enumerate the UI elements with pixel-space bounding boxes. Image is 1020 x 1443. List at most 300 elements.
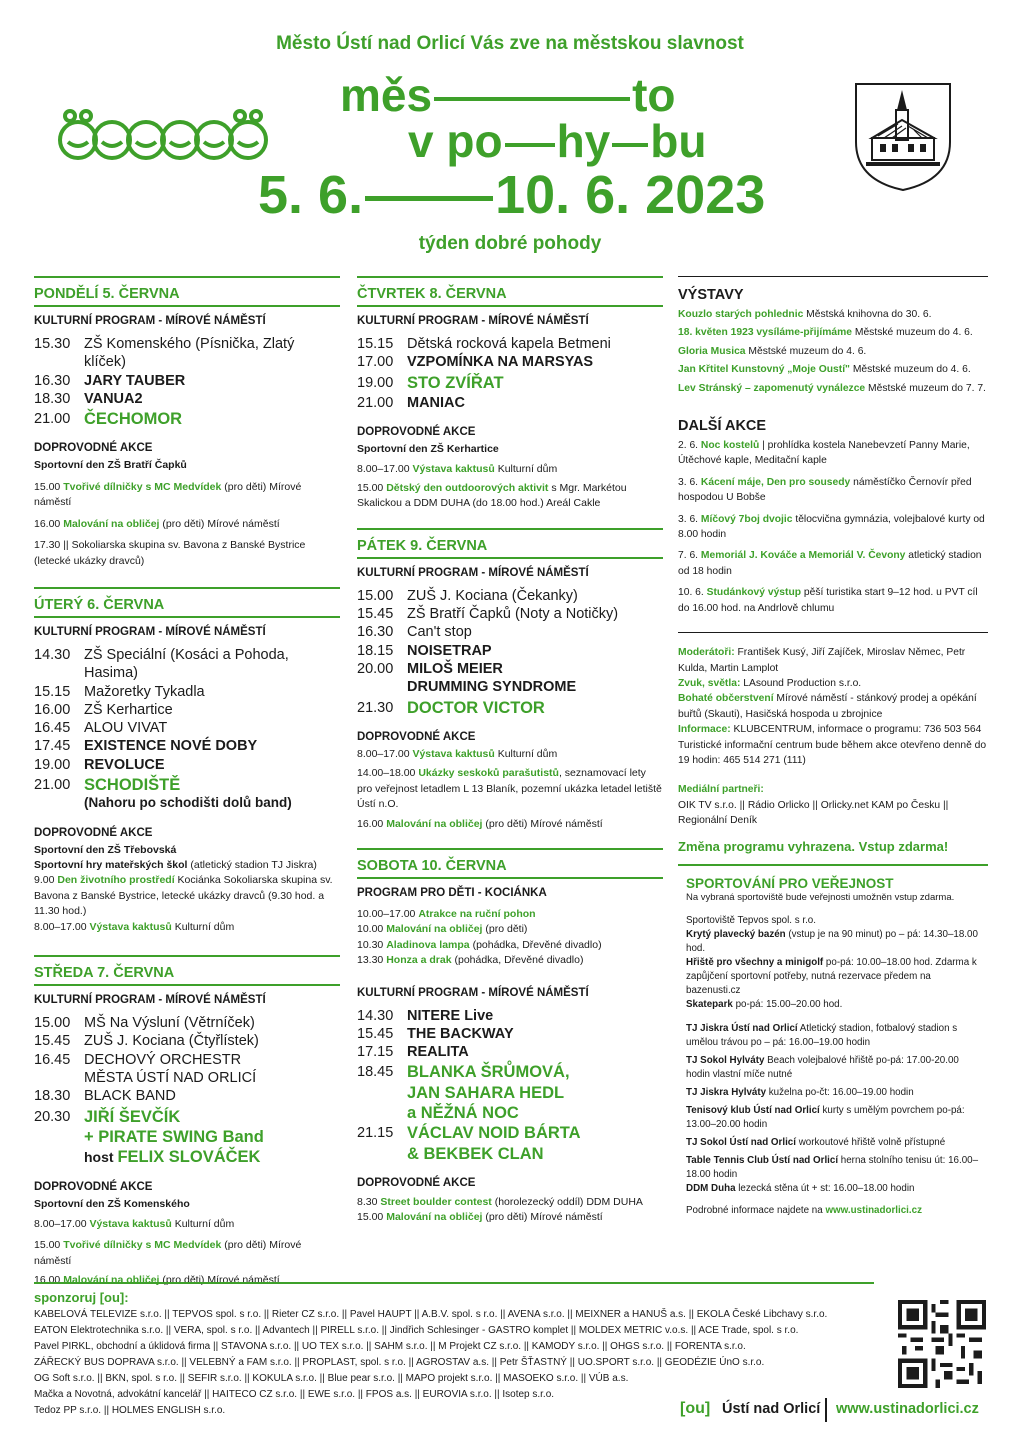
exhibition-title: 18. květen 1923 vysíláme-přijímáme bbox=[678, 327, 853, 339]
more-event bbox=[678, 548, 988, 579]
side-event-title: Malování na obličej bbox=[63, 517, 160, 530]
event-name: STO ZVÍŘAT bbox=[407, 373, 504, 392]
event-row bbox=[357, 1043, 663, 1061]
title-part: bu bbox=[650, 115, 707, 167]
more-event-date: 10. 6. bbox=[678, 587, 707, 599]
title-part: v bbox=[408, 115, 434, 167]
side-event-time: 10.00 bbox=[357, 923, 387, 936]
event-time bbox=[357, 1104, 407, 1122]
more-event bbox=[678, 438, 988, 469]
event-name: ZŠ Speciální (Kosáci a Pohoda, Hasima) bbox=[84, 646, 289, 682]
event-time bbox=[34, 1128, 84, 1146]
event-name: ZUŠ J. Kociana (Čtyřlístek) bbox=[84, 1033, 259, 1050]
side-event-info: (pro děti) bbox=[482, 923, 528, 936]
sports-more-text: Podrobné informace najdete na bbox=[686, 1204, 826, 1216]
more-event-date: 2. 6. bbox=[678, 440, 701, 452]
column-info bbox=[678, 276, 988, 1218]
event-name: ZŠ Komenského (Písnička, Zlatý klíček) bbox=[84, 336, 295, 371]
venue-info: (vstup je na 90 minut) po – pá: 14.30–18.00 hod. bbox=[686, 928, 978, 954]
event-row bbox=[357, 587, 663, 605]
ou-logo: [ou] bbox=[680, 1400, 711, 1417]
program-heading: PROGRAM PRO DĚTI - KOCIÁNKA bbox=[357, 886, 547, 899]
event-time: 17.00 bbox=[357, 354, 394, 371]
venue-title: TJ Sokol Ústí nad Orlicí bbox=[686, 1136, 796, 1148]
event-time: 21.00 bbox=[357, 394, 394, 411]
event-time bbox=[34, 1148, 84, 1167]
event-time: 15.45 bbox=[357, 606, 394, 623]
sponsor-line: Tedoz PP s.r.o. || HOLMES ENGLISH s.r.o. bbox=[34, 1405, 226, 1416]
column-thu-sat bbox=[357, 276, 663, 1226]
event-name: DECHOVÝ ORCHESTR bbox=[84, 1051, 242, 1068]
info-item bbox=[678, 722, 988, 768]
event-row bbox=[34, 701, 340, 719]
event-time: 19.00 bbox=[34, 756, 71, 773]
event-name: THE BACKWAY bbox=[407, 1025, 514, 1042]
side-event-sub: Sportovní den ZŠ Bratří Čapků bbox=[34, 459, 187, 472]
event-row bbox=[34, 372, 340, 390]
exhibition-info: Městské muzeum do 4. 6. bbox=[849, 364, 971, 376]
event-name: Dětská rocková kapela Betmeni bbox=[407, 336, 611, 352]
exhibition-info: Městské muzeum do 4. 6. bbox=[745, 345, 867, 357]
event-time: 17.15 bbox=[357, 1044, 394, 1061]
title-dash bbox=[365, 196, 493, 201]
side-event-title: Tvořivé dílničky s MC Medvídek bbox=[63, 1239, 222, 1252]
exhibition-title: Lev Stránský – zapomenutý vynálezce bbox=[678, 382, 866, 394]
event-time: 16.00 bbox=[34, 701, 71, 718]
title-dash bbox=[612, 143, 648, 147]
more-event bbox=[678, 585, 988, 616]
venue-title: TJ Jiskra Ústí nad Orlicí bbox=[686, 1022, 798, 1034]
event-name: ZŠ Bratří Čapků (Noty a Notičky) bbox=[407, 606, 619, 623]
media-heading: Mediální partneři: bbox=[678, 784, 764, 796]
event-time: 16.45 bbox=[34, 1051, 71, 1068]
exhibition-info: Městská knihovna do 30. 6. bbox=[803, 309, 932, 320]
more-event-date: 3. 6. bbox=[678, 476, 701, 488]
event-row bbox=[357, 335, 663, 353]
event-time: 15.45 bbox=[34, 1033, 71, 1050]
event-time: 21.30 bbox=[357, 699, 394, 716]
event-row bbox=[357, 660, 663, 678]
event-time: 15.45 bbox=[357, 1025, 394, 1042]
side-event bbox=[357, 1210, 663, 1225]
sports-venue bbox=[686, 998, 980, 1012]
program-heading: KULTURNÍ PROGRAM - MÍROVÉ NÁMĚSTÍ bbox=[357, 566, 589, 579]
event-row bbox=[357, 642, 663, 660]
side-event-time: 13.30 bbox=[357, 954, 387, 967]
side-event-time: 10.30 bbox=[357, 938, 387, 951]
side-event-info: Kulturní dům bbox=[494, 462, 558, 475]
exhibition-item bbox=[678, 325, 988, 340]
side-event bbox=[34, 538, 340, 569]
info-item bbox=[678, 676, 988, 691]
side-event-info: Kociánka Sokoliarska skupina sv. Bavona z Banské Bystrice, letecké ukázky dravců (9.30 hod. a 11.30 hod.) bbox=[34, 874, 333, 918]
more-event-info: atletický stadion od 18 hodin bbox=[678, 550, 982, 577]
sponsors-heading: sponzoruj [ou]: bbox=[34, 1290, 129, 1305]
event-row bbox=[34, 719, 340, 737]
side-event-time: 15.00 bbox=[34, 1239, 64, 1252]
event-name: a NĚŽNÁ NOC bbox=[407, 1104, 519, 1123]
exhibition-info: Městské muzeum do 7. 7. bbox=[865, 382, 986, 394]
more-event-title: Noc kostelů bbox=[700, 440, 760, 452]
side-event-time: 15.00 bbox=[357, 1211, 387, 1224]
title-part: měs bbox=[340, 69, 433, 121]
event-name: VANUA2 bbox=[84, 390, 143, 407]
info-text: František Kusý, Jiří Zajíček, Miroslav Němec, Petr Kulda, Martin Lamplot bbox=[678, 647, 966, 674]
side-event-title: Výstava kaktusů bbox=[412, 747, 495, 760]
event-row bbox=[34, 1032, 340, 1050]
event-row bbox=[34, 756, 340, 774]
side-event-info: s Mgr. Markétou Skalickou a DDM DUHA (do 18.00 hod.) Areál Cakle bbox=[357, 482, 627, 510]
side-event-title: Atrakce na ruční pohon bbox=[418, 907, 536, 920]
event-time bbox=[357, 678, 407, 696]
public-sports-box bbox=[678, 864, 988, 1218]
venue-title: Krytý plavecký bazén bbox=[686, 928, 786, 940]
kids-event bbox=[357, 922, 663, 937]
side-event-info: Kulturní dům bbox=[171, 920, 235, 933]
event-time: 18.30 bbox=[34, 390, 71, 407]
event-name: REVOLUCE bbox=[84, 756, 165, 773]
event-name: EXISTENCE NOVÉ DOBY bbox=[84, 738, 258, 755]
exhibition-item bbox=[678, 344, 988, 359]
event-row bbox=[357, 1145, 663, 1163]
qr-code-icon[interactable] bbox=[898, 1300, 986, 1388]
program-heading: KULTURNÍ PROGRAM - MÍROVÉ NÁMĚSTÍ bbox=[357, 315, 589, 327]
day-heading: PÁTEK 9. ČERVNA bbox=[357, 530, 663, 559]
info-label: Informace: bbox=[678, 724, 731, 736]
sports-venue bbox=[686, 928, 980, 956]
more-event-date: 3. 6. bbox=[678, 513, 701, 525]
info-item bbox=[678, 645, 988, 676]
side-event-time: 14.00–18.00 bbox=[357, 767, 419, 780]
event-name: & BEKBEK CLAN bbox=[407, 1144, 544, 1163]
side-event-info: Kulturní dům bbox=[494, 747, 558, 760]
side-event-time: 8.00–17.00 bbox=[357, 462, 413, 475]
column-mon-wed bbox=[34, 276, 340, 1288]
more-event-info: | prohlídka kostela Nanebevzetí Panny Marie, Útěchové kaple, Meditační kaple bbox=[678, 440, 970, 467]
day-heading: ČTVRTEK 8. ČERVNA bbox=[357, 278, 663, 307]
kids-event bbox=[357, 938, 663, 953]
sponsor-line: OG Soft s.r.o. || BKN, spol. s r.o. || SEFIR s.r.o. || KOKULA s.r.o. || Blue pear s.r.o. || MAPO projekt s.r.o. || MASOEKO s.r.o. || VÚB a.s. bbox=[34, 1373, 629, 1384]
event-time: 14.30 bbox=[357, 1007, 394, 1024]
side-event bbox=[357, 1195, 663, 1210]
event-time bbox=[357, 1145, 407, 1163]
side-event-info: (pohádka, Dřevěné divadlo) bbox=[469, 938, 602, 951]
side-event bbox=[357, 481, 663, 512]
event-row bbox=[34, 1069, 340, 1087]
sponsor-line: ZÁŘECKÝ BUS DOPRAVA s.r.o. || VELEBNÝ a FAM s.r.o. || PROPLAST, spol. s r.o. || AGROSTAV a.s. || Petr ŠŤASTNÝ || UO.SPORT s.r.o. || GEODÉZIE ÚnO s.r.o. bbox=[34, 1357, 765, 1368]
sports-intro: Na vybraná sportoviště bude veřejnosti umožněn vstup zdarma. bbox=[686, 891, 955, 903]
event-name: VÁCLAV NOID BÁRTA bbox=[407, 1124, 581, 1143]
side-event-info: (horolezecký oddíl) DDM DUHA bbox=[491, 1195, 643, 1208]
event-time: 16.45 bbox=[34, 720, 71, 737]
sports-more-link[interactable]: www.ustinadorlici.cz bbox=[825, 1204, 922, 1216]
exhibition-item bbox=[678, 307, 988, 322]
venue-info: kurty s umělým povrchem po-pá: 13.00–20.00 hodin bbox=[686, 1104, 965, 1130]
title-line-2 bbox=[408, 114, 706, 168]
more-events-heading: DALŠÍ AKCE bbox=[678, 418, 767, 435]
exhibition-title: Gloria Musica bbox=[678, 345, 746, 357]
event-name: SCHODIŠTĚ bbox=[84, 776, 181, 794]
event-name: Mažoretky Tykadla bbox=[84, 683, 205, 700]
title-part: hy bbox=[556, 115, 611, 167]
date-end: 10. 6. 2023 bbox=[495, 165, 766, 225]
venue-title: TJ Jiskra Hylváty bbox=[686, 1086, 767, 1098]
event-row bbox=[34, 1108, 340, 1126]
side-event-info: , seznamovací lety pro veřejnost letadlem L 13 Blaník, pozemní ukázka letadel letiště Ústí n.O. bbox=[357, 767, 662, 811]
title-part: po bbox=[446, 115, 503, 167]
side-events-heading: DOPROVODNÉ AKCE bbox=[357, 730, 476, 743]
divider bbox=[825, 1398, 827, 1422]
side-event-title: Street boulder contest bbox=[380, 1195, 492, 1208]
sports-venue bbox=[686, 1104, 980, 1132]
side-event-sub bbox=[34, 858, 340, 873]
side-event-time: 16.00 bbox=[357, 817, 387, 830]
event-time: 16.30 bbox=[34, 372, 71, 389]
info-label: Moderátoři: bbox=[678, 647, 735, 659]
venue-title: TJ Sokol Hylváty bbox=[686, 1054, 765, 1066]
host-name: FELIX SLOVÁČEK bbox=[117, 1148, 261, 1167]
side-event-time: 8.00–17.00 bbox=[34, 1217, 90, 1230]
event-name: NOISETRAP bbox=[407, 642, 492, 659]
side-event-time: 9.00 bbox=[34, 874, 58, 887]
venue-title: Tenisový klub Ústí nad Orlicí bbox=[686, 1104, 820, 1116]
side-event bbox=[34, 1217, 340, 1232]
side-event-title: Dětský den outdoorových aktivit bbox=[386, 482, 549, 494]
side-events-heading: DOPROVODNÉ AKCE bbox=[357, 1176, 476, 1189]
more-event-title: Memoriál J. Kováče a Memoriál V. Čevony bbox=[700, 550, 906, 562]
venue-info: po-pá: 15.00–20.00 hod. bbox=[732, 998, 843, 1010]
side-event-info: (pro děti) Mírové náměstí bbox=[34, 480, 302, 509]
event-name: BLACK BAND bbox=[84, 1088, 176, 1105]
more-event-info: pěší turistika start 9–12 hod. u PVT cíl do 16.00 hod. na Andrlově chlumu bbox=[678, 587, 978, 614]
event-row bbox=[34, 1014, 340, 1032]
event-name: JIŘÍ ŠEVČÍK bbox=[84, 1107, 181, 1126]
exhibition-title: Kouzlo starých pohlednic bbox=[678, 309, 804, 320]
event-name: DRUMMING SYNDROME bbox=[407, 679, 577, 696]
sports-venue bbox=[686, 1022, 980, 1050]
side-event bbox=[34, 920, 340, 935]
sponsor-line: EATON Elektrotechnika s.r.o. || VERA, spol. s r.o. || Advantech || PIRELL s.r.o. || Jindřich Schlesinger - GASTRO komplet || MOLDEX METRIC v.o.s. || ACE Trade, spol. s r.o. bbox=[34, 1325, 799, 1336]
event-time: 15.00 bbox=[34, 1015, 71, 1032]
event-time: 15.15 bbox=[357, 336, 394, 352]
event-time: 18.30 bbox=[34, 1088, 71, 1105]
divider bbox=[678, 632, 988, 633]
side-event-info: (pro děti) Mírové náměstí bbox=[159, 517, 280, 530]
event-row bbox=[357, 699, 663, 717]
side-event bbox=[34, 480, 340, 511]
event-row bbox=[34, 683, 340, 701]
event-time: 21.00 bbox=[34, 777, 71, 793]
event-time: 18.15 bbox=[357, 642, 394, 659]
event-name: JARY TAUBER bbox=[84, 372, 186, 389]
event-row bbox=[34, 737, 340, 755]
more-event bbox=[678, 475, 988, 506]
event-row bbox=[357, 1124, 663, 1142]
event-time: 16.30 bbox=[357, 624, 394, 641]
sports-venue bbox=[686, 1086, 980, 1100]
event-row bbox=[34, 1148, 340, 1167]
side-event bbox=[357, 747, 663, 762]
event-name: BLANKA ŠRŮMOVÁ, bbox=[407, 1063, 570, 1082]
side-event-time: 16.00 bbox=[34, 1274, 64, 1287]
side-event bbox=[357, 817, 663, 832]
event-row bbox=[34, 646, 340, 683]
side-event-sub: Sportovní den ZŠ Komenského bbox=[34, 1198, 190, 1211]
side-event-title: Malování na obličej bbox=[63, 1274, 160, 1287]
kids-event bbox=[357, 907, 663, 922]
side-event-info: (pro děti) Mírové náměstí bbox=[159, 1274, 280, 1287]
side-event-info: Kulturní dům bbox=[171, 1217, 235, 1230]
side-event-info: (pro děti) Mírové náměstí bbox=[482, 1211, 603, 1224]
day-heading: STŘEDA 7. ČERVNA bbox=[34, 957, 340, 986]
side-event-title: Den životního prostředí bbox=[57, 874, 175, 887]
event-name: ZUŠ J. Kociana (Čekanky) bbox=[407, 587, 578, 604]
side-event-time: 10.00–17.00 bbox=[357, 907, 419, 920]
program-heading: KULTURNÍ PROGRAM - MÍROVÉ NÁMĚSTÍ bbox=[34, 994, 266, 1007]
event-row bbox=[357, 1025, 663, 1043]
event-time: 20.30 bbox=[34, 1108, 71, 1125]
exhibition-info: Městské muzeum do 4. 6. bbox=[852, 327, 973, 339]
venue-info: herna stolního tenisu út: 16.00–18.00 hodin bbox=[686, 1154, 979, 1180]
town-name: Ústí nad Orlicí bbox=[722, 1401, 821, 1417]
website-link[interactable]: www.ustinadorlici.cz bbox=[836, 1401, 979, 1417]
venue-info: Beach volejbalové hřiště po-pá: 17.00-20.00 hodin vlastní míče nutné bbox=[686, 1054, 959, 1080]
event-row bbox=[34, 1128, 340, 1146]
side-event-title: Ukázky seskoků parašutistů bbox=[418, 767, 559, 780]
event-host bbox=[84, 1148, 340, 1167]
event-name: DOCTOR VICTOR bbox=[407, 698, 545, 717]
event-time: 15.15 bbox=[34, 683, 71, 700]
sports-venue bbox=[686, 1136, 980, 1150]
side-events-heading: DOPROVODNÉ AKCE bbox=[34, 1181, 153, 1194]
event-time: 18.45 bbox=[357, 1064, 394, 1081]
venue-info: workoutové hřiště volně přístupné bbox=[795, 1136, 946, 1148]
exhibition-title: Jan Křtitel Kunstovný „Moje Oustí" bbox=[678, 364, 850, 376]
event-row bbox=[357, 1063, 663, 1081]
info-text: LAsound Production s.r.o. bbox=[740, 677, 862, 689]
exhibition-item bbox=[678, 362, 988, 377]
sports-heading: SPORTOVÁNÍ PRO VEŘEJNOST bbox=[686, 875, 894, 891]
sports-more bbox=[686, 1204, 980, 1218]
side-event-sub: Sportovní den ZŠ Kerhartice bbox=[357, 443, 499, 456]
sponsor-line: Mačka a Novotná, advokátní kancelář || HAITECO CZ s.r.o. || EWE s.r.o. || FPOS a.s. || EUROVIA s.r.o. || Isotep s.r.o. bbox=[34, 1389, 555, 1400]
venue-info: kuželna po-čt: 16.00–19.00 hodin bbox=[766, 1086, 914, 1098]
change-notice: Změna programu vyhrazena. Vstup zdarma! bbox=[678, 838, 949, 854]
side-event-title: Výstava kaktusů bbox=[412, 462, 495, 475]
event-name: Can't stop bbox=[407, 624, 472, 641]
event-name: MILOŠ MEIER bbox=[407, 661, 503, 677]
program-heading: KULTURNÍ PROGRAM - MÍROVÉ NÁMĚSTÍ bbox=[357, 986, 589, 999]
info-text: Mírové náměstí - stánkový prodej a opékání buřtů (Skauti), Hasičská hospoda u zbrojnice bbox=[678, 693, 977, 720]
info-item bbox=[678, 691, 988, 722]
side-events-heading: DOPROVODNÉ AKCE bbox=[34, 442, 153, 455]
event-row bbox=[357, 374, 663, 392]
program-heading: KULTURNÍ PROGRAM - MÍROVÉ NÁMĚSTÍ bbox=[34, 315, 266, 327]
side-events-heading: DOPROVODNÉ AKCE bbox=[34, 826, 153, 839]
program-heading: KULTURNÍ PROGRAM - MÍROVÉ NÁMĚSTÍ bbox=[34, 625, 266, 638]
more-event-title: Kácení máje, Den pro sousedy bbox=[700, 476, 851, 488]
event-name: REALITA bbox=[407, 1044, 469, 1061]
faces-logo bbox=[56, 108, 270, 164]
venue-info: Atletický stadion, fotbalový stadion s umělou trávou po – pá: 16.00–19.00 hodin bbox=[686, 1022, 958, 1048]
title-part: to bbox=[632, 69, 676, 121]
side-event-time: 16.00 bbox=[34, 517, 64, 530]
sports-venue bbox=[686, 956, 980, 998]
title-dash bbox=[434, 97, 630, 101]
event-name: ALOU VIVAT bbox=[84, 720, 168, 737]
day-heading: SOBOTA 10. ČERVNA bbox=[357, 850, 663, 879]
side-event-sub: Sportovní den ZŠ Třebovská bbox=[34, 843, 177, 856]
side-event bbox=[34, 873, 340, 919]
event-time: 15.30 bbox=[34, 336, 71, 352]
date-range bbox=[258, 164, 765, 226]
event-name: JAN SAHARA HEDL bbox=[407, 1083, 565, 1102]
side-event-title: Výstava kaktusů bbox=[89, 920, 172, 933]
event-row bbox=[357, 1007, 663, 1025]
side-event-time: 8.30 bbox=[357, 1195, 381, 1208]
venue-title: Skatepark bbox=[686, 998, 733, 1010]
venue-title: Table Tennis Club Ústí nad Orlicí bbox=[686, 1154, 839, 1166]
event-row bbox=[357, 1104, 663, 1122]
date-start: 5. 6. bbox=[258, 165, 364, 225]
side-event-time: 15.00 bbox=[34, 480, 64, 493]
side-event-title: Malování na obličej bbox=[386, 817, 483, 830]
side-event bbox=[34, 1238, 340, 1269]
side-event-sub-title: Sportovní hry mateřských škol bbox=[34, 859, 188, 871]
event-row bbox=[34, 410, 340, 428]
event-name: VZPOMÍNKA NA MARSYAS bbox=[407, 354, 594, 371]
side-events-heading: DOPROVODNÉ AKCE bbox=[357, 426, 476, 439]
event-time: 17.45 bbox=[34, 738, 71, 755]
media-partners: OIK TV s.r.o. || Rádio Orlicko || Orlicky.net KAM po Česku || Regionální Deník bbox=[678, 799, 949, 827]
side-event-time: 17.30 || Sokoliarska skupina sv. Bavona z Banské Bystrice (letecké ukázky dravců) bbox=[34, 539, 306, 567]
host-label: host bbox=[84, 1149, 118, 1166]
event-name: ZŠ Kerhartice bbox=[84, 701, 173, 718]
side-event-title: Honza a drak bbox=[386, 954, 452, 967]
side-event bbox=[357, 462, 663, 477]
sponsor-line: KABELOVÁ TELEVIZE s.r.o. || TEPVOS spol. s r.o. || Rieter CZ s.r.o. || Pavel HAUPT || A.B.V. spol. s r.o. || AVENA s.r.o. || MEIXNER a HANUŠ a.s. || EKOLA České Libchavy s.r.o. bbox=[34, 1309, 828, 1320]
event-name: + PIRATE SWING Band bbox=[84, 1127, 264, 1146]
side-event-title: Tvořivé dílničky s MC Medvídek bbox=[63, 480, 222, 493]
event-row bbox=[357, 678, 663, 696]
event-row bbox=[34, 335, 340, 372]
venue-info: po-pá: 10.00–18.00 hod. Zdarma k zapůjčení sportovní potřeby, nutná rezervace předem na bazenusti.cz bbox=[686, 956, 977, 996]
event-time: 14.30 bbox=[34, 646, 71, 663]
event-time bbox=[357, 1084, 407, 1102]
event-note: (Nahoru po schodišti dolů band) bbox=[84, 795, 292, 811]
event-row bbox=[357, 623, 663, 641]
side-event-time: 8.00–17.00 bbox=[34, 920, 90, 933]
venue-info: lezecká stěna út + st: 16.00–18.00 hodin bbox=[735, 1182, 915, 1194]
event-row bbox=[34, 776, 340, 794]
event-time bbox=[34, 1069, 84, 1087]
side-event-info: (pro děti) Mírové náměstí bbox=[34, 1239, 302, 1267]
side-event-time: 15.00 bbox=[357, 482, 387, 494]
side-event-title: Malování na obličej bbox=[386, 1211, 483, 1224]
week-subtitle: týden dobré pohody bbox=[418, 233, 602, 254]
event-row bbox=[357, 353, 663, 371]
side-event bbox=[34, 517, 340, 532]
event-time: 19.00 bbox=[357, 374, 394, 391]
event-row bbox=[357, 605, 663, 623]
event-time: 21.15 bbox=[357, 1125, 394, 1142]
sponsors bbox=[34, 1282, 874, 1419]
more-event-info: tělocvična gymnázia, volejbalové kurty od 8.00 hodin bbox=[678, 513, 985, 541]
side-event-info: (pro děti) Mírové náměstí bbox=[482, 817, 603, 830]
side-event-sub-note: (atletický stadion TJ Jiskra) bbox=[187, 859, 317, 871]
venue-title: DDM Duha bbox=[686, 1182, 736, 1194]
event-row bbox=[357, 394, 663, 412]
